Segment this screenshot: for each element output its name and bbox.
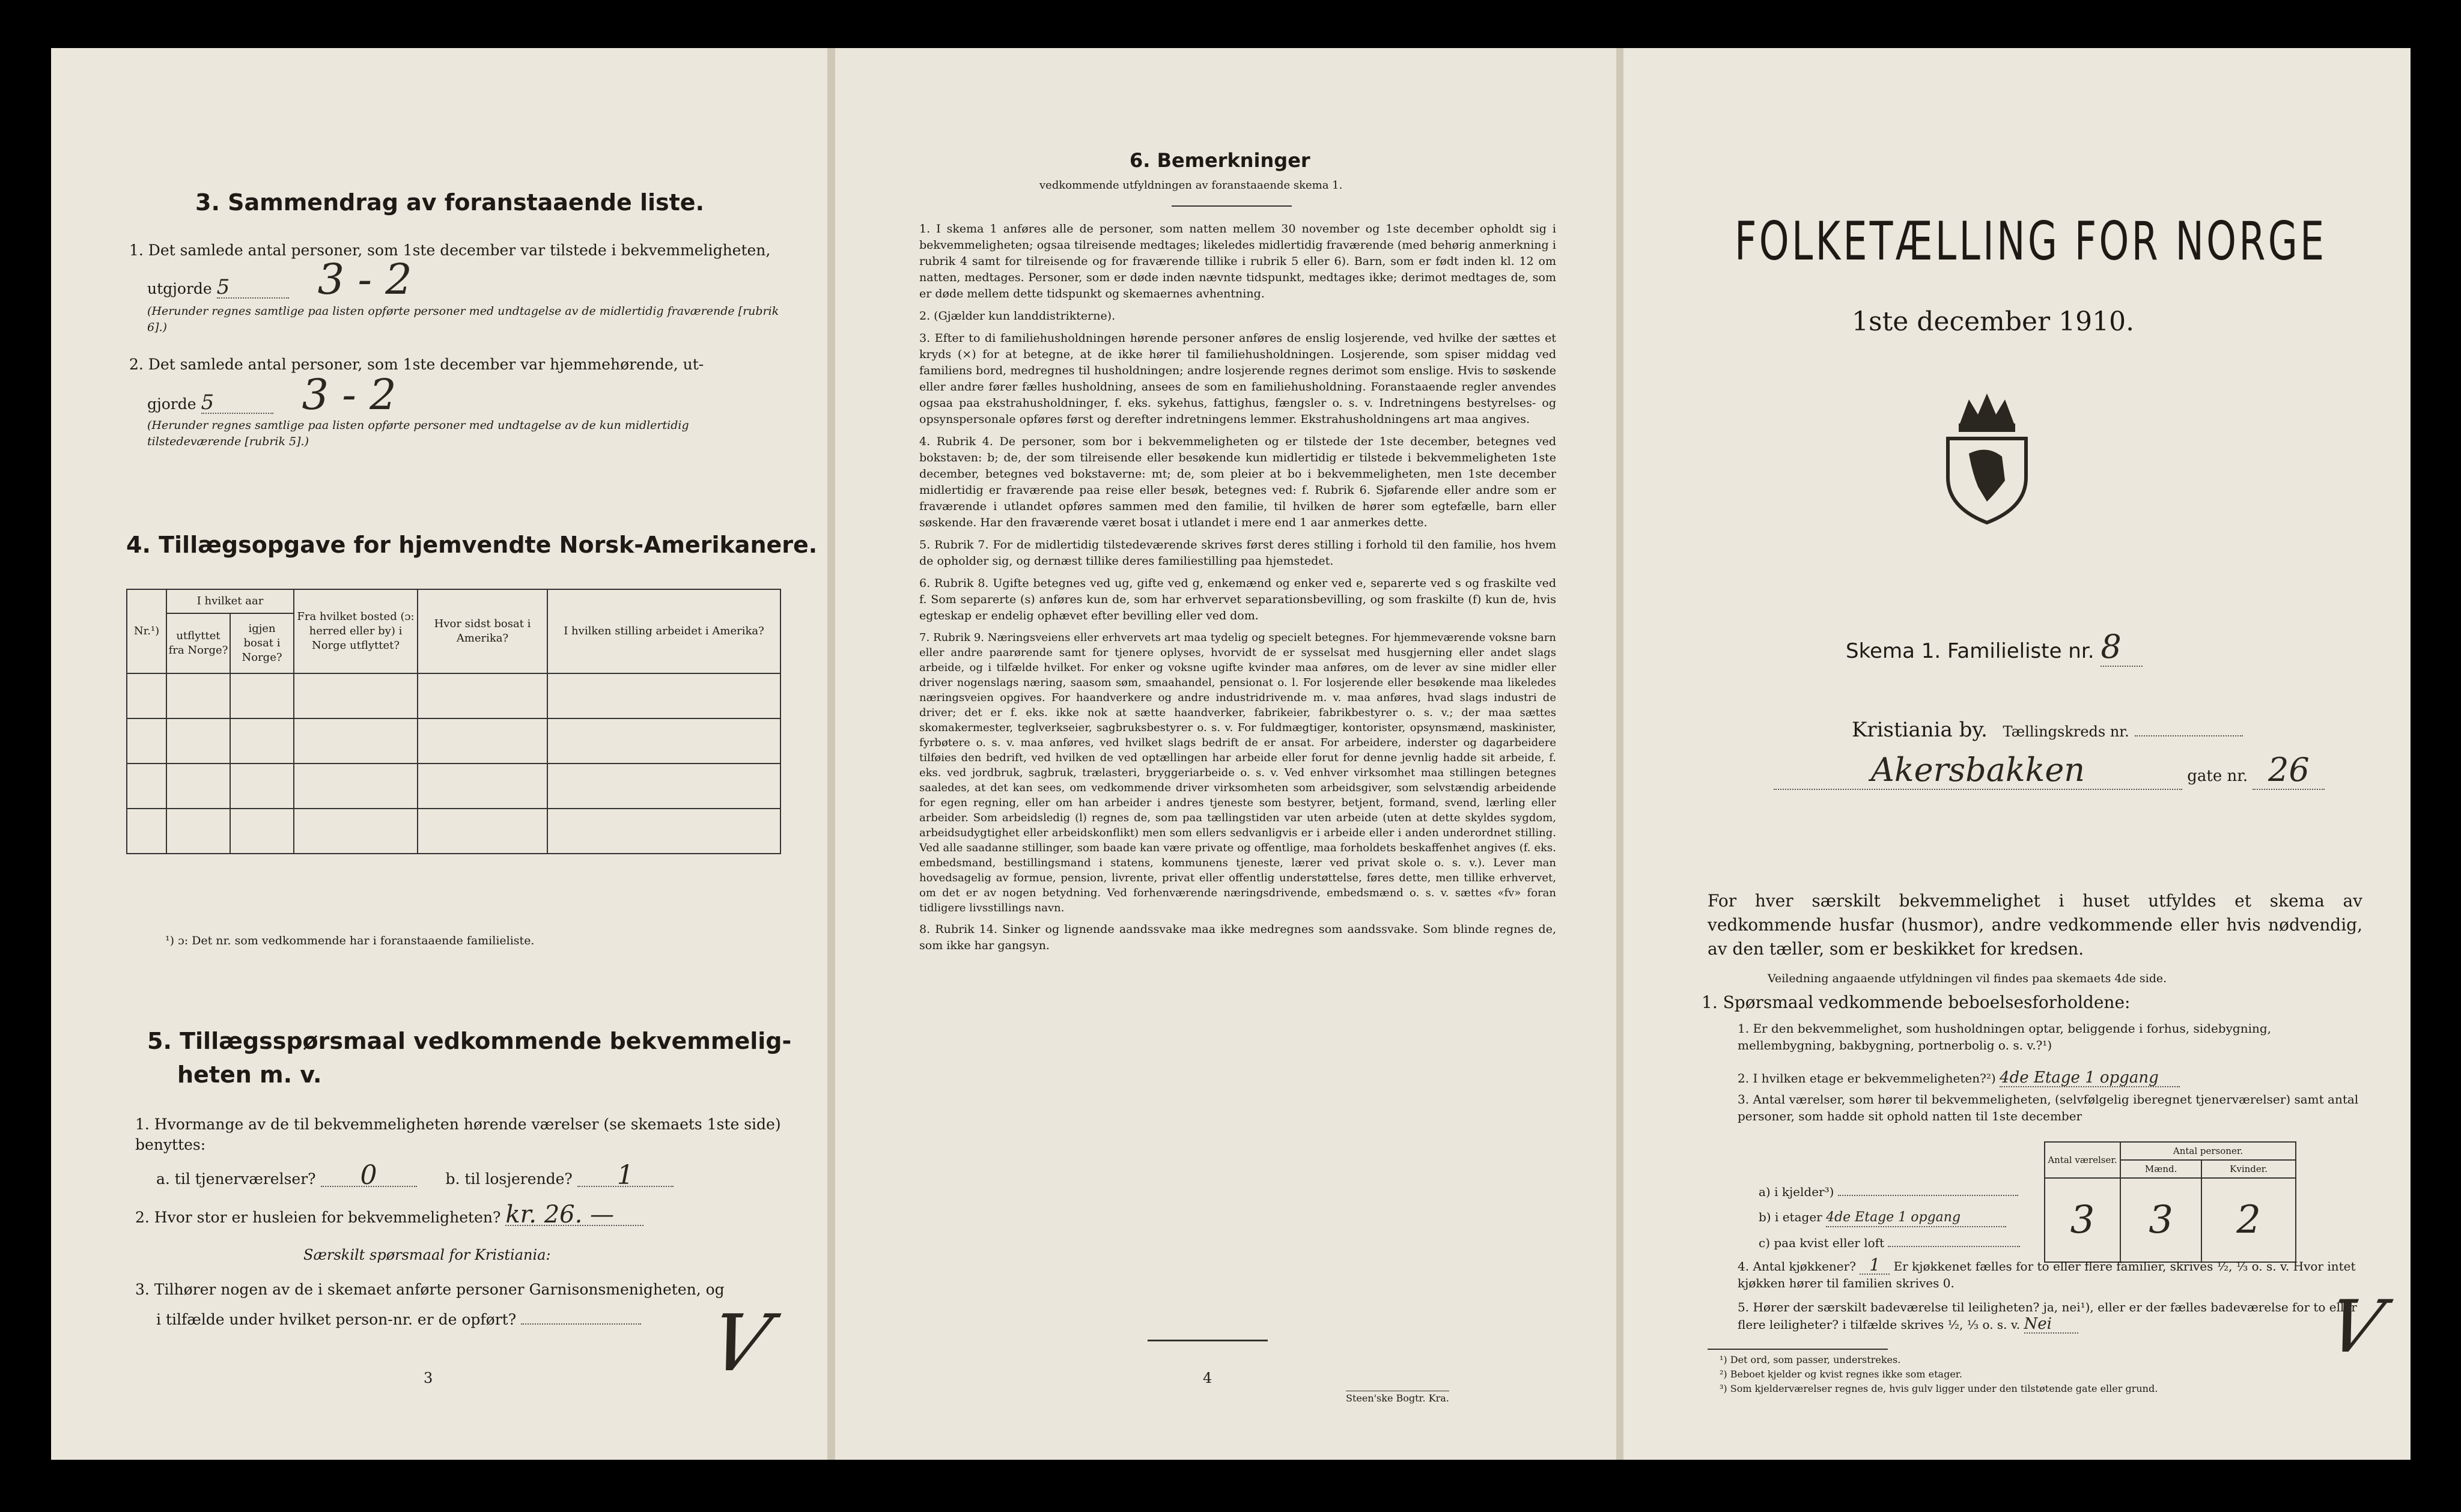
remark-1: 1. I skema 1 anføres alle de personer, som natten mellem 30 november og 1ste december opholdt sig i bekvemmeligheten; ogsaa tilreisende medtages; likeledes midlertidig fraværende (med behørig anmerkning i rubrik 4 samt for tilreisende og for fraværende tillike i rubrik 5 eller 6). Barn, som er født inden kl. 12 om natten, medtages. Personer, som er døde inden nævnte tidspunkt, medtages ikke; derimot medtages de, som er døde mellem dette tidspunkt og skemaernes avhentning. [919, 222, 1556, 300]
row-c-line [1759, 1234, 2020, 1251]
s3-item1-value: 5 [217, 277, 289, 299]
q1-1: 1. Er den bekvemmelighet, som husholdningen optar, beliggende i forhus, sidebygning, mellembygning, bakbygning, portnerbolig o. s. v.?¹) [1738, 1021, 2272, 1052]
remark-8: 8. Rubrik 14. Sinker og lignende aandssvake maa ikke medregnes som aandssvake. Som blinde regnes de, som ikke har gangsyn. [919, 923, 1556, 952]
s4-col-year: I hvilket aar [166, 589, 294, 613]
footnote-divider [1708, 1349, 1888, 1350]
footnote-1: ¹) Det ord, som passer, understrekes. [1720, 1354, 1901, 1365]
s5-subheading: Særskilt spørsmaal for Kristiania: [303, 1246, 551, 1263]
s4-col-fra: Fra hvilket bosted (ɔ: herred eller by) i Norge utflyttet? [294, 589, 418, 673]
s5-q3-blank [521, 1323, 641, 1325]
q1-title: 1. Spørsmaal vedkommende beboelsesforholdene: [1702, 992, 2131, 1012]
row-c-blank [1888, 1246, 2020, 1247]
s4-table [126, 589, 781, 854]
s5-q3-line1: 3. Tilhører nogen av de i skemaet anførte personer Garnisonsmenigheten, og [135, 1281, 725, 1298]
section-3-title: 3. Sammendrag av foranstaaende liste. [195, 189, 705, 216]
page-1 [1623, 48, 2411, 1460]
remarks-end-divider [1148, 1340, 1268, 1341]
footnote-2: ²) Beboet kjelder og kvist regnes ikke som etager. [1720, 1368, 1962, 1380]
rooms-persons-table [2044, 1141, 2296, 1263]
q1-4-row [1738, 1257, 2362, 1292]
s5-q3-line2: i tilfælde under hvilket person-nr. er de opført? [156, 1311, 517, 1328]
kreds-label: Tællingskreds nr. [2003, 723, 2129, 740]
remarks-title: 6. Bemerkninger [1130, 149, 1310, 172]
remark-4: 4. Rubrik 4. De personer, som bor i bekvemmeligheten og er tilstede der 1ste december, betegnes ved bokstaven: b; de, der som tilreisende eller besøkende kun midlertidig er tilstede i bekvemmeligheten 1ste december, betegnes ved bokstaverne: mt; de, som pleier at bo i bekvemmeligheten, men 1ste december midlertidig er fraværende paa reise eller besøk, betegnes ved: f. Rubrik 6. Sjøfarende eller andre som er fraværende i utlandet opføres sammen med den familie, til hvilken de hører som egtefælle, barn eller søskende. Har den fraværende været bosat i utlandet i mere end 1 aar anmerkes dette. [919, 435, 1556, 529]
s4-col-nr: Nr.¹) [127, 589, 166, 673]
remark-7: 7. Rubrik 9. Næringsveiens eller erhvervets art maa tydelig og specielt betegnes. For hjemmeværende voksne barn eller andre paarørende samt for tjenere oplyses, hvorvidt de er sysselsat med husgjerning eller andet slags arbeide, og i tilfælde hvilket. For enker og voksne ugifte kvinder maa anføres, om de lever av sine midler eller driver nogenslags næring, saasom søm, smaahandel, pensionat o. l. For losjerende eller besøkende maa likeledes næringsveien opgives. For haandverkere og andre industridrivende m. v. maa anføres, hvad slags industri de driver; det er f. eks. ikke nok at sætte haandverker, fabrikeier, fabrikbestyrer o. s. v.; der maa sættes skomakermester, teglverkseier, sagbruksbestyrer o. s. v. For fuldmægtiger, kontorister, opsynsmænd, maskinister, fyrbøtere o. s. v. maa anføres, ved hvilket slags bedrift de er ansat. For arbeidere, inderster og dagarbeidere tilføies den bedrift, ved hvilken de ved optællingen har arbeide eller forut for denne jevnlig hadde sit arbeide, f. eks. ved jordbruk, sagbruk, trælasteri, bryggeriarbeide o. s. v. Ved enhver virksomhet maa stillingen betegnes saaledes, at det kan sees, om vedkommende driver virksomheten som arbeidsgiver, som selvstændig arbeidende for egen regning, eller om han arbeider i andres tjeneste som bestyrer, betjent, formand, svend, lærling eller arbeider. Som arbeidsledig (l) regnes de, som paa tællingstiden var uten arbeide (uten at dette skyldes sygdom, arbeidsudygtighet eller arbeidskonflikt) men som ellers sedvanligvis er i arbeide eller i anden underordnet stilling. Ved alle saadanne stillinger, som baade kan være private og offentlige, maa forholdets beskaffenhet angives (f. eks. embedsmand, bestillingsmand i statens, kommunens tjeneste, lærer ved privat skole o. s. v.). Lever man hovedsagelig av formue, pension, livrente, privat eller offentlig understøttelse, føres dette, men tillike erhvervet, om det er av nogen betydning. Ved forhenværende næringsdrivende, embedsmænd o. s. v. sættes «fv» foran tidligere livsstillings navn. [919, 631, 1556, 914]
checkmark-page1: V [2320, 1286, 2391, 1369]
section-4-title: 4. Tillægsopgave for hjemvendte Norsk-Amerikanere. [126, 532, 818, 558]
page-number-4: 4 [1203, 1370, 1212, 1386]
norway-coat-of-arms-icon [1936, 381, 2038, 526]
remarks-divider [1172, 205, 1292, 207]
table-row [127, 718, 780, 764]
s5-q2-value: kr. 26. — [505, 1204, 643, 1226]
footnotes [1720, 1353, 2158, 1396]
s3-item2-note: (Herunder regnes samtlige paa listen opførte personer med undtagelse av de kun midlertidig tilstedeværende [rubrik 5].) [147, 419, 689, 448]
q1-4-value: 1 [1860, 1257, 1890, 1275]
q1-2-value: 4de Etage 1 opgang [2000, 1069, 2180, 1087]
row-b: b) i etager [1759, 1210, 1822, 1224]
remarks-subtitle: vedkommende utfyldningen av foranstaaende skema 1. [1039, 179, 1343, 192]
q1-5-row [1738, 1299, 2362, 1334]
s5-q1: 1. Hvormange av de til bekvemmeligheten hørende værelser (se skemaets 1ste side) benyttes: [135, 1116, 781, 1153]
remark-5: 5. Rubrik 7. For de midlertidig tilstedeværende skrives først deres stilling i forhold til den familie, hos hvem de opholder sig, og dernæst tillike deres familiestilling paa hjemstedet. [919, 538, 1556, 568]
s5-title-line2: heten m. v. [177, 1061, 322, 1088]
s4-col-stilling: I hvilken stilling arbeidet i Amerika? [547, 589, 780, 673]
checkmark-page3: V [702, 1298, 779, 1389]
s3-item1-hand: 3 - 2 [317, 255, 412, 304]
s3-item1: 1. Det samlede antal personer, som 1ste december var tilstede i bekvemmeligheten, [129, 241, 771, 259]
street-row [1774, 751, 2325, 790]
s5-q2: 2. Hvor stor er husleien for bekvemmeligheten? [135, 1209, 501, 1226]
census-date: 1ste december 1910. [1852, 306, 2135, 337]
intro-text: For hver særskilt bekvemmelighet i huset utfyldes et skema av vedkommende husfar (husmor), andre vedkommende eller hvis nødvendig, av den tæller, som er beskikket for kredsen. [1708, 891, 2362, 959]
remark-2: 2. (Gjælder kun landdistrikterne). [919, 309, 1116, 323]
printer-mark: Steen'ske Bogtr. Kra. [1346, 1391, 1449, 1404]
skema-label: Skema 1. Familieliste nr. [1846, 639, 2094, 663]
s3-item2-row [147, 370, 688, 419]
value-kvinder: 2 [2201, 1178, 2296, 1262]
s5-q1a: a. til tjenerværelser? [156, 1170, 316, 1188]
q1-5: 5. Hører der særskilt badeværelse til leiligheten? ja, nei¹), eller er der fælles badeværelse for to eller flere leiligheter? i tilfælde skrives ½, ⅓ o. s. v. [1738, 1300, 2357, 1332]
s5-q1a-value: 0 [321, 1165, 417, 1187]
skema-row [1846, 628, 2143, 667]
page-4 [835, 48, 1616, 1460]
section-5-title [147, 1024, 808, 1091]
q1-2-row [1738, 1069, 2368, 1087]
s3-item2-value: 5 [201, 392, 273, 414]
page-fold-left [827, 48, 836, 1460]
row-c: c) paa kvist eller loft [1759, 1236, 1885, 1250]
tbl-kvind-header: Kvinder. [2201, 1160, 2296, 1178]
remark-6: 6. Rubrik 8. Ugifte betegnes ved ug, gifte ved g, enkemænd og enker ved e, separerte ved s og fraskilte ved f. Som separerte (s) anføres kun de, som har erhvervet separationsbevilling, og som fraskilte (f) kun de, hvis egteskap er endelig ophævet efter bevilling eller ved dom. [919, 577, 1556, 622]
value-maend: 3 [2120, 1178, 2201, 1262]
s4-col-hvor: Hvor sidst bosat i Amerika? [418, 589, 547, 673]
veiledning: Veiledning angaaende utfyldningen vil findes paa skemaets 4de side. [1768, 972, 2167, 985]
s5-q2-row [135, 1201, 784, 1228]
s5-q1b-value: 1 [577, 1165, 674, 1187]
s4-col-igjen: igjen bosat i Norge? [230, 613, 294, 673]
q1-4-rest: Er kjøkkenet fælles for to eller flere familier, skrives ½, ⅓ o. s. v. Hvor intet kjøkken hører til familien skrives 0. [1738, 1259, 2356, 1290]
remark-3: 3. Efter to di familiehusholdningen hørende personer anføres de enslig losjerende, ved hvilke der sættes et kryds (×) for at betegne, at de ikke hører til familiehusholdningen. Losjerende, som spiser middag ved familiens bord, medregnes til husholdningen; andre losjerende regnes derimot som enslige. Hvis to søskende eller andre fører fælles husholdning, ansees de som en familiehusholdning. Foranstaaende regler anvendes ogsaa paa ekstrahusholdninger, f. eks. sykehus, fattighus, fængsler o. s. v. Indretningens bestyrelses- og opsynspersonale opføres først og derefter indretningens lemmer. Ekstrahusholdningens art maa angives. [919, 332, 1556, 426]
kreds-value [2135, 735, 2243, 736]
s3-item1-utgjorde: utgjorde [147, 280, 212, 297]
value-vaerelser: 3 [2045, 1178, 2120, 1262]
form-title: FOLKETÆLLING FOR NORGE [1735, 210, 2327, 272]
remarks-list [919, 221, 1556, 960]
row-b-value: 4de Etage 1 opgang [1826, 1209, 2006, 1227]
s5-q1-row [156, 1160, 787, 1191]
kristiania-label: Kristiania by. [1852, 718, 1988, 742]
s3-item1-row [147, 255, 688, 304]
s3-item2-hand: 3 - 2 [302, 370, 397, 419]
gate-label: gate nr. [2187, 767, 2248, 785]
s4-col-utflyttet: utflyttet fra Norge? [166, 613, 230, 673]
s5-title-line1: 5. Tillægsspørsmaal vedkommende bekvemmelig- [147, 1028, 792, 1054]
row-b-line [1759, 1209, 2006, 1227]
table-row [127, 764, 780, 809]
s5-q3-row [156, 1310, 697, 1330]
tbl-pers-header: Antal personer. [2120, 1142, 2296, 1160]
page-3 [51, 48, 827, 1460]
q1-3: 3. Antal værelser, som hører til bekvemmeligheten, (selvfølgelig iberegnet tjenerværelser) samt antal personer, som hadde sit ophold natten til 1ste december [1738, 1092, 2359, 1123]
row-a-blank [1838, 1195, 2018, 1196]
s3-item2: 2. Det samlede antal personer, som 1ste december var hjemmehørende, ut- [129, 356, 704, 373]
s3-item1-note: (Herunder regnes samtlige paa listen opførte personer med undtagelse av de midlertidig fraværende [rubrik 6].) [147, 305, 779, 334]
row-a-line [1759, 1183, 2018, 1200]
street-value: Akersbakken [1774, 751, 2182, 790]
tbl-vaer-header: Antal værelser. [2045, 1142, 2120, 1178]
s3-item2-utgjorde: gjorde [147, 395, 196, 413]
footnote-3: ³) Som kjelderværelser regnes de, hvis gulv ligger under den tilstøtende gate eller grund. [1720, 1383, 2158, 1394]
s5-q1b: b. til losjerende? [445, 1170, 573, 1188]
skema-value: 8 [2101, 628, 2143, 667]
page-number-3: 3 [424, 1370, 433, 1386]
q1-4: 4. Antal kjøkkener? [1738, 1259, 1856, 1274]
row-a: a) i kjelder³) [1759, 1185, 1834, 1199]
q1-5-value: Nei [2024, 1316, 2078, 1334]
table-row [127, 809, 780, 854]
table-row [127, 673, 780, 718]
s4-note: ¹) ɔ: Det nr. som vedkommende har i foranstaaende familieliste. [165, 934, 535, 947]
q1-2: 2. I hvilken etage er bekvemmeligheten?²) [1738, 1071, 1996, 1085]
tbl-mand-header: Mænd. [2120, 1160, 2201, 1178]
kristiania-row [1852, 718, 2243, 742]
gate-nr-value: 26 [2253, 751, 2325, 790]
